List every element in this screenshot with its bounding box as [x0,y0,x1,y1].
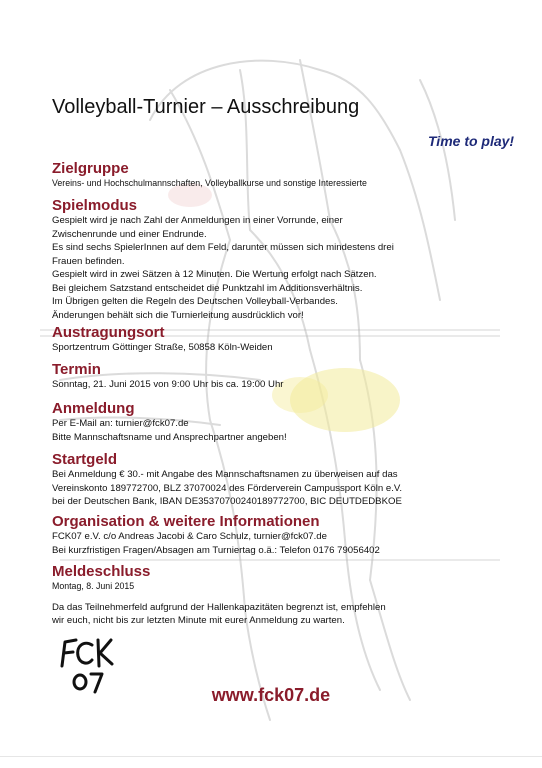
section-zielgruppe [52,160,492,191]
section-anmeldung [52,400,492,444]
section-text: Bei kurzfristigen Fragen/Absagen am Turniertag o.ä.: Telefon 0176 79056402 [52,544,380,556]
section-heading: Termin [52,361,101,378]
section-text: Sonntag, 21. Juni 2015 von 9:00 Uhr bis ca. 19:00 Uhr [52,379,284,390]
section-heading: Meldeschluss [52,563,151,580]
section-heading: Spielmodus [52,197,138,214]
section-text: Es sind sechs SpielerInnen auf dem Feld, darunter müssen sich mindestens drei [52,242,394,253]
section-text: Gespielt wird je nach Zahl der Anmeldungen in einer Vorrunde, einer [52,215,343,226]
section-text: Zwischenrunde und einer Endrunde. [52,228,207,240]
section-text: Im Übrigen gelten die Regeln des Deutschen Volleyball-Verbandes. [52,296,338,307]
deadline-date: Montag, 8. Juni 2015 [52,581,135,591]
section-austragungsort [52,324,492,355]
section-spielmodus [52,197,492,322]
section-text: Änderungen behält sich die Turnierleitung ausdrücklich vor! [52,309,304,321]
section-organisation [52,513,492,557]
section-text: Da das Teilnehmerfeld aufgrund der Hallenkapazitäten begrenzt ist, empfehlen [52,601,386,613]
section-text: Bei gleichem Satzstand entscheidet die Punktzahl im Additionsverhältnis. [52,282,363,294]
section-meldeschluss [52,563,492,628]
section-text: wir euch, nicht bis zur letzten Minute mit eurer Anmeldung zu warten. [52,615,345,626]
section-termin [52,361,492,392]
section-heading: Startgeld [52,451,118,468]
section-heading: Zielgruppe [52,160,129,177]
section-text: FCK07 e.V. c/o Andreas Jacobi & Caro Schulz, turnier@fck07.de [52,531,327,542]
section-text: Frauen befinden. [52,255,125,267]
section-text: Gespielt wird in zwei Sätzen à 12 Minuten. Die Wertung erfolgt nach Sätzen. [52,269,377,280]
section-heading: Austragungsort [52,324,165,341]
section-text: Sportzentrum Göttinger Straße, 50858 Köln-Weiden [52,342,273,353]
section-text: bei der Deutschen Bank, IBAN DE35370700240189772700, BIC DEUTDEDBKOE [52,496,402,507]
bottom-divider [0,756,542,757]
section-startgeld [52,451,492,509]
section-text: Bei Anmeldung € 30.- mit Angabe des Mannschaftsnamen zu überweisen auf das [52,469,398,480]
section-heading: Organisation & weitere Informationen [52,513,320,530]
website-url[interactable]: www.fck07.de [211,685,331,705]
section-heading: Anmeldung [52,400,135,417]
section-text: Bitte Mannschaftsname und Ansprechpartner angeben! [52,431,287,443]
section-text: Per E-Mail an: turnier@fck07.de [52,418,189,429]
page-title: Volleyball-Turnier – Ausschreibung [52,96,360,118]
tagline: Time to play! [428,133,515,149]
section-text: Vereinskonto 189772700, BLZ 37070024 des Förderverein Campussport Köln e.V. [52,482,403,494]
section-text: Vereins- und Hochschulmannschaften, Volleyballkurse und sonstige Interessierte [52,178,367,188]
